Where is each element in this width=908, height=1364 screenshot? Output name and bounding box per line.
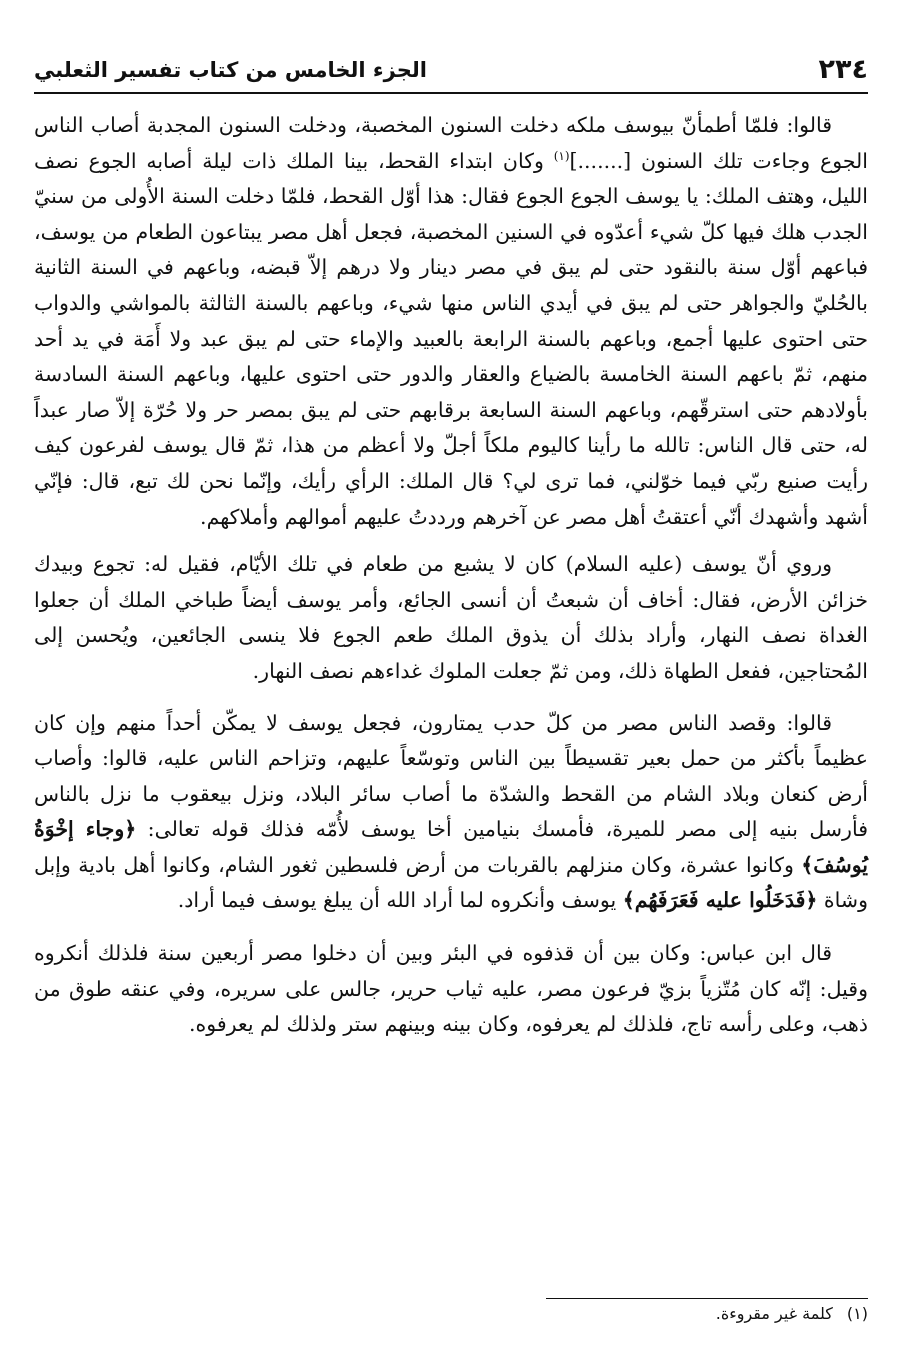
paragraph-4: قال ابن عباس: وكان بين أن قذفوه في البئر وبين أن دخلوا مصر أربعين سنة فلذلك أنكروه وقيل: إنّه كان مُتّزياً بزيّ فرعون مصر، عليه ثياب حرير، جالس على سريره، وفي عنقه طوق من ذهب، وعلى رأسه تاج، فلذلك لم يعرفوه، وكان بينه وبينهم ستر ولذلك لم يعرفوه. [34, 941, 868, 1037]
footnote [716, 1304, 868, 1323]
page-number: ٢٣٤ [818, 54, 868, 85]
quran-quote-1: ﴿وجاء إخْوَةُ يُوسُفَ﴾ [34, 817, 868, 877]
paragraph-1-text-a: قالوا: فلمّا أطمأنّ بيوسف ملكه دخلت السنون المخصبة، ودخلت السنون المجدبة أصاب الناس الجوع وجاءت تلك السنون [.......] [34, 113, 868, 173]
paragraph-1-text-b: وكان ابتداء القحط، بينا الملك ذات ليلة أصابه الجوع نصف الليل، وهتف الملك: يا يوسف الجوع الجوع فقال: هذا أوّل القحط، فلمّا دخلت السنة الأُولى من سنيّ الجدب هلك فيها كلّ شيء أعدّوه في السنين المخصبة، فجعل أهل مصر يبتاعون الطعام من يوسف، فباعهم أوّل سنة بالنقود حتى لم يبق في مصر دينار ولا درهم إلاّ قبضه، وباعهم في السنة الثانية بالحُليّ والجواهر حتى لم يبق في أيدي الناس منها شيء، وباعهم بالسنة الثالثة بالمواشي والدواب حتى احتوى عليها أجمع، وباعهم بالسنة الرابعة بالعبيد والإماء حتى لم يبق عبد ولا أَمَة في يد أحد منهم، ثمّ باعهم السنة الخامسة بالضياع والعقار والدور حتى احتوى عليها، وباعهم السنة السادسة بأولادهم حتى استرقّهم، وباعهم السنة السابعة برقابهم حتى لم يبق بمصر حر ولا حُرّة إلاّ صار عبداً له، حتى قال الناس: تالله ما رأينا كاليوم ملكاً أجلّ ولا أعظم من هذا، ثمّ قال يوسف لفرعون كيف رأيت صنيع ربّي فيما خوّلني، فما ترى لي؟ قال الملك: الرأي رأيك، وإنّما نحن لك تبع، قال: فإنّي أشهد وأشهدك أنّي أعتقتُ أهل مصر عن آخرهم ورددتُ عليهم أموالهم وأملاكهم. [34, 148, 868, 529]
page-header [34, 52, 868, 94]
paragraph-1 [34, 108, 868, 535]
footnote-divider [546, 1298, 868, 1299]
paragraph-3-text-c: يوسف وأنكروه لما أراد الله أن يبلغ يوسف فيما أراد. [177, 888, 623, 913]
paragraph-3-text-b: وكانوا عشرة، وكان منزلهم بالقربات من أرض فلسطين ثغور الشام، وكانوا أهل بادية وإبل وشاة [34, 852, 868, 913]
paragraph-3-text-a: قالوا: وقصد الناس مصر من كلّ حدب يمتارون، فجعل يوسف لا يمكّن أحداً منهم وإن كان عظيماً بأكثر من حمل بعير تقسيطاً بين الناس وتوسّعاً عليهم، وتزاحم الناس عليه، قالوا: وأصاب أرض كنعان وبلاد الشام من القحط والشدّة ما أصاب سائر البلاد، ونزل بيعقوب ما نزل بالناس فأرسل بنيه إلى مصر للميرة، فأمسك بنيامين أخا يوسف لأُمّه فذلك قوله تعالى: [34, 710, 868, 842]
footnote-number: (١) [846, 1304, 868, 1323]
paragraph-3 [34, 706, 868, 920]
quran-quote-2: ﴿فَدَخَلُوا عليه فَعَرَفَهُم﴾ [622, 888, 818, 913]
footnote-text: كلمة غير مقروءة. [715, 1304, 833, 1323]
footnote-reference: (١) [553, 148, 570, 163]
main-text [34, 108, 868, 1043]
running-title: الجزء الخامس من كتاب تفسير الثعلبي [34, 58, 427, 82]
paragraph-2: وروي أنّ يوسف (عليه السلام) كان لا يشبع من طعام في تلك الأيّام، فقيل له: تجوع وبيدك خزائن الأرض، فقال: أخاف أن شبعتُ أن أنسى الجائع، وأمر يوسف أيضاً طباخي الملك أن جعلوا الغداة نصف النهار، وأراد بذلك أن يذوق الملك طعم الجوع فلا ينسى الجائعين، ويُحسن إلى المُحتاجين، ففعل الطهاة ذلك، ومن ثمّ جعلت الملوك غداءهم نصف النهار. [34, 552, 868, 683]
